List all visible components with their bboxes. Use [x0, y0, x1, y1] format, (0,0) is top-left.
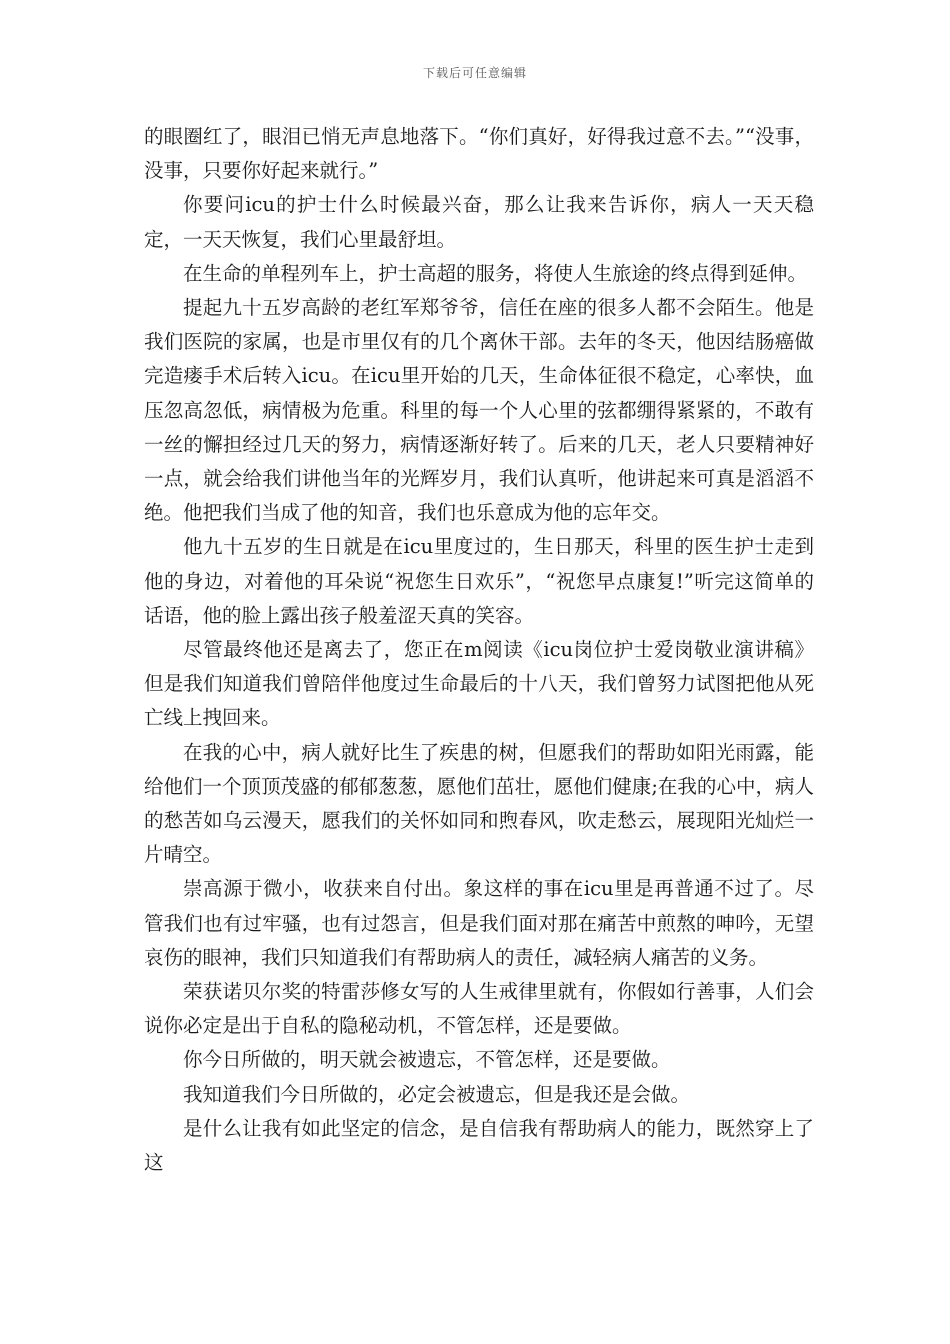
page-header: 下载后可任意编辑 [422, 66, 527, 80]
paragraph: 崇高源于微小，收获来自付出。象这样的事在icu里是再普通不过了。尽管我们也有过牢骚，也有过怨言，但是我们面对那在痛苦中煎熬的呻吟，无望哀伤的眼神，我们只知道我们有帮助病人的责任，减轻病人痛苦的义务。 [144, 877, 814, 969]
paragraph: 在我的心中，病人就好比生了疾患的树，但愿我们的帮助如阳光雨露，能给他们一个顶顶茂盛的郁郁葱葱，愿他们茁壮，愿他们健康;在我的心中，病人的愁苦如乌云漫天，愿我们的关怀如同和煦春风，吹走愁云，展现阳光灿烂一片晴空。 [144, 740, 814, 867]
paragraph: 提起九十五岁高龄的老红军郑爷爷，信任在座的很多人都不会陌生。他是我们医院的家属，也是市里仅有的几个离休干部。去年的冬天，他因结肠癌做完造瘘手术后转入icu。在icu里开始的几天，生命体征很不稳定，心率快，血压忽高忽低，病情极为危重。科里的每一个人心里的弦都绷得紧紧的，不敢有一丝的懈担经过几天的努力，病情逐渐好转了。后来的几天，老人只要精神好一点，就会给我们讲他当年的光辉岁月，我们认真听，他讲起来可真是滔滔不绝。他把我们当成了他的知音，我们也乐意成为他的忘年交。 [144, 296, 814, 525]
paragraph: 你今日所做的，明天就会被遗忘，不管怎样，还是要做。 [183, 1048, 671, 1072]
paragraph: 我知道我们今日所做的，必定会被遗忘，但是我还是会做。 [183, 1082, 691, 1106]
paragraph: 的眼圈红了，眼泪已悄无声息地落下。“你们真好，好得我过意不去。”“没事，没事，只要你好起来就行。” [144, 125, 814, 183]
paragraph: 是什么让我有如此坚定的信念，是自信我有帮助病人的能力，既然穿上了这 [144, 1116, 814, 1175]
document-body [144, 120, 814, 1180]
paragraph: 荣获诺贝尔奖的特雷莎修女写的人生戒律里就有，你假如行善事，人们会说你必定是出于自私的隐秘动机，不管怎样，还是要做。 [144, 980, 814, 1038]
paragraph: 你要问icu的护士什么时候最兴奋，那么让我来告诉你，病人一天天稳定，一天天恢复，我们心里最舒坦。 [144, 193, 814, 251]
paragraph: 他九十五岁的生日就是在icu里度过的，生日那天，科里的医生护士走到他的身边，对着他的耳朵说“祝您生日欢乐”，“祝您早点康复!”听完这简单的话语，他的脸上露出孩子般羞涩天真的笑容。 [144, 535, 814, 627]
paragraph: 尽管最终他还是离去了，您正在m阅读《icu岗位护士爱岗敬业演讲稿》但是我们知道我们曾陪伴他度过生命最后的十八天，我们曾努力试图把他从死亡线上拽回来。 [144, 638, 814, 730]
paragraph: 在生命的单程列车上，护士高超的服务，将使人生旅途的终点得到延伸。 [183, 261, 808, 285]
